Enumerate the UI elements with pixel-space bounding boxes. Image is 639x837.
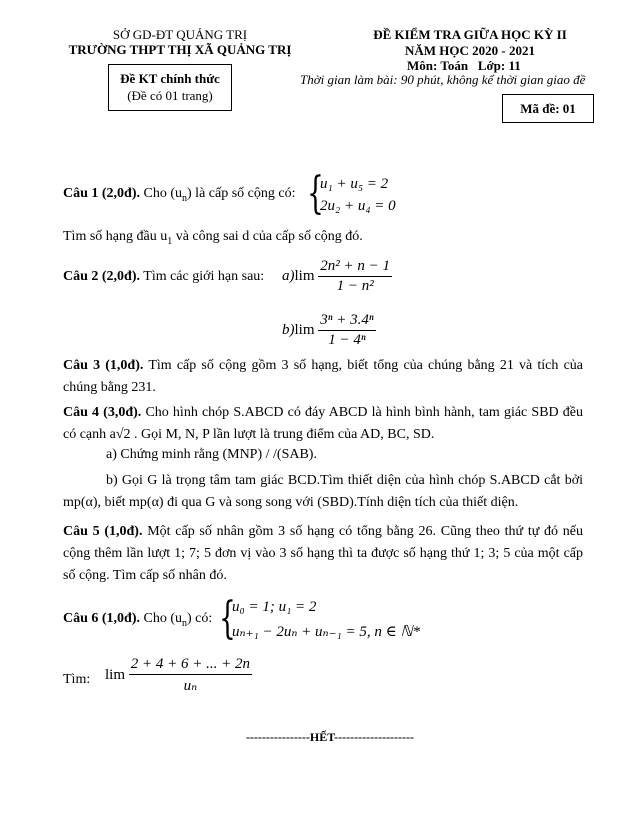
q4-paragraph: Câu 4 (3,0đ). Cho hình chóp S.ABCD có đáy ABCD là hình bình hành, tam giác SBD đều có cạnh a√2 . Gọi M, N, P lần lượt là trung điểm của AD, BC, SD.	[63, 405, 584, 442]
q1-line: Câu 1 (2,0đ). Cho $(u_n)$ là cấp số cộng có:	[63, 186, 296, 204]
q3-paragraph: Câu 3 (1,0đ). Tìm cấp số cộng gồm 3 số hạng, biết tổng của chúng bằng 21 và tích của chúng bằng 231.	[63, 358, 584, 395]
q6-equation-1: u₀ = 1; u₁ = 2	[232, 599, 317, 615]
school-name: TRƯỜNG THPT THỊ XÃ QUẢNG TRỊ	[68, 42, 292, 57]
q2-intro: Tìm các giới hạn sau:	[143, 269, 265, 284]
page-count-note: (Đề có 01 trang)	[127, 88, 213, 103]
q6-fraction: $\frac{2 + 4 + 6 + ... + 2n}{\text{uₙ}}$	[130, 656, 251, 694]
q2-label: Câu 2 (2,0đ).	[63, 269, 141, 284]
department-name: SỞ GD-ĐT QUẢNG TRỊ	[112, 27, 248, 42]
school-year: NĂM HỌC 2020 - 2021	[405, 43, 535, 58]
q2a-expression: a)lim $\frac{\text{2n² + n − 1}}{\text{1 − n²}}$	[282, 258, 391, 294]
q4b-paragraph: b) Gọi G là trọng tâm tam giác BCD.Tìm thiết diện của hình chóp S.ABCD cắt bởi mp(α), biết mp(α) đi qua G và song song với (SBD).Tính diện tích của thiết diện.	[63, 473, 583, 510]
q6-line: Câu 6 (1,0đ). Cho $(u_n)$ có:	[63, 611, 213, 629]
q4-label: Câu 4 (3,0đ).	[63, 405, 142, 420]
end-marker: ----------------HẾT--------------------	[245, 730, 415, 744]
q6-system-brace: {	[219, 593, 236, 644]
q2-line	[63, 269, 264, 285]
q6-equation-2: uₙ₊₁ − 2uₙ + uₙ₋₁ = 5, n ∈ ℕ*	[232, 624, 420, 640]
q2a-fraction: $\frac{\text{2n² + n − 1}}{\text{1 − n²}}$	[320, 258, 391, 294]
exam-title: ĐỀ KIỂM TRA GIỮA HỌC KỲ II	[373, 27, 567, 42]
q5-label: Câu 5 (1,0đ).	[63, 524, 143, 539]
q6-find-label: Tìm:	[63, 672, 91, 687]
q6-label: Câu 6 (1,0đ).	[63, 611, 141, 626]
official-exam-box	[108, 64, 232, 111]
exam-code: Mã đề: 01	[520, 101, 576, 116]
q1-system-brace: {	[307, 168, 324, 219]
q4a-text: a) Chứng minh rằng (MNP) / /(SAB).	[106, 447, 317, 462]
exam-code-box	[502, 94, 594, 123]
q1-equation-2: 2u₂ + u₄ = 0	[320, 198, 396, 214]
q1-task: Tìm số hạng đầu $u_1$ và công sai d của cấp số cộng đó.	[63, 229, 363, 247]
official-label: Đề KT chính thức	[120, 71, 220, 86]
q2b-fraction: $\frac{\text{3ⁿ + 3.4ⁿ}}{\text{1 − 4ⁿ}}$	[320, 312, 374, 348]
q1-equation-1: u₁ + u₅ = 2	[320, 176, 389, 192]
q1-label: Câu 1 (2,0đ).	[63, 186, 141, 201]
subject-label: Môn: Toán	[407, 58, 469, 73]
q6-limit-expression: lim $\frac{2 + 4 + 6 + ... + 2n}{\text{uₙ}}$	[105, 656, 251, 694]
q5-paragraph: Câu 5 (1,0đ). Một cấp số nhân gồm 3 số hạng có tổng bằng 26. Cũng theo thứ tự đó nếu cộng thêm lần lượt 1; 7; 5 đơn vị vào 3 số hạng thì ta được số hạng thứ 1; 3; 5 của một cấp số cộng. Tìm cấp số nhân đó.	[63, 524, 583, 583]
q2b-expression: b)lim $\frac{\text{3ⁿ + 3.4ⁿ}}{\text{1 − 4ⁿ}}$	[282, 312, 374, 348]
grade-label: Lớp: 11	[477, 58, 521, 73]
time-note: Thời gian làm bài: 90 phút, không kể thời gian giao đề	[300, 72, 586, 87]
q3-label: Câu 3 (1,0đ).	[63, 358, 144, 373]
